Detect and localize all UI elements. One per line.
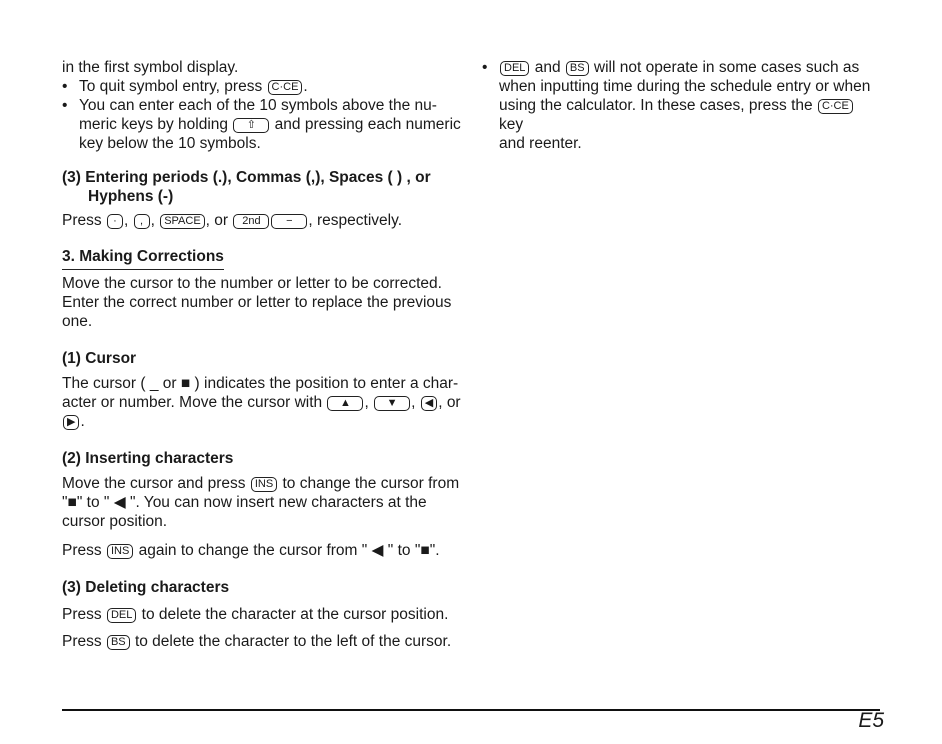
- minus-key: −: [271, 214, 307, 229]
- left-key: ◀: [421, 396, 437, 411]
- footer-rule: [62, 709, 880, 711]
- bs-key: BS: [566, 61, 589, 76]
- ins-key: INS: [107, 544, 133, 559]
- making-corrections-heading: 3. Making Corrections: [62, 247, 462, 270]
- insert-again-text: Press INS again to change the cursor from " ◀ " to "■".: [62, 542, 440, 559]
- right-column: [482, 58, 882, 153]
- page-number: E5: [858, 709, 884, 732]
- bullet-del-bs-note: • DEL and BS will not operate in some cases such as when inputting time during the schedule entry or when using the calculator. In these cases, press the C·CE key and reenter.: [482, 58, 882, 153]
- shift-key: ⇧: [233, 118, 269, 133]
- section-3-text: Press · , , , SPACE , or 2nd − , respectively.: [62, 212, 402, 229]
- c-ce-key: C·CE: [818, 99, 853, 114]
- delete-text-2: Press BS to delete the character to the left of the cursor.: [62, 633, 452, 650]
- 2nd-key: 2nd: [233, 214, 269, 229]
- cursor-heading: (1) Cursor: [62, 350, 137, 367]
- period-key: ·: [107, 214, 123, 229]
- down-key: ▼: [374, 396, 410, 411]
- bs-key: BS: [107, 635, 130, 650]
- c-ce-key: C·CE: [268, 80, 303, 95]
- deleting-heading: (3) Deleting characters: [62, 579, 230, 596]
- ins-key: INS: [251, 477, 277, 492]
- corrections-text: Move the cursor to the number or letter to be corrected. Enter the correct number or letter to replace the previous one.: [62, 275, 452, 330]
- inserting-heading: (2) Inserting characters: [62, 450, 234, 467]
- del-key: DEL: [107, 608, 136, 623]
- inserting-text: Move the cursor and press INS to change the cursor from "■" to " ◀ ". You can now insert new characters at the cursor position.: [62, 475, 460, 530]
- space-key: SPACE: [160, 214, 204, 229]
- first-symbol-line: in the first symbol display.: [62, 59, 239, 76]
- left-column: [62, 58, 462, 651]
- delete-text-1: Press DEL to delete the character at the cursor position.: [62, 606, 449, 623]
- comma-key: ,: [134, 214, 150, 229]
- section-3-heading: (3) Entering periods (.), Commas (,), Spaces ( ) , or Hyphens (-): [62, 169, 431, 205]
- bullet-enter-symbols: • You can enter each of the 10 symbols above the nu- meric keys by holding ⇧ and pressing each numeric key below the 10 symbols.: [62, 96, 462, 153]
- cursor-text: The cursor ( _ or ■ ) indicates the position to enter a char- acter or number. Move the cursor with ▲ , ▼ , ◀ , or ▶ .: [62, 375, 461, 430]
- del-key: DEL: [500, 61, 529, 76]
- bullet-quit-symbol: • To quit symbol entry, press C·CE .: [62, 77, 462, 96]
- up-key: ▲: [327, 396, 363, 411]
- right-key: ▶: [63, 415, 79, 430]
